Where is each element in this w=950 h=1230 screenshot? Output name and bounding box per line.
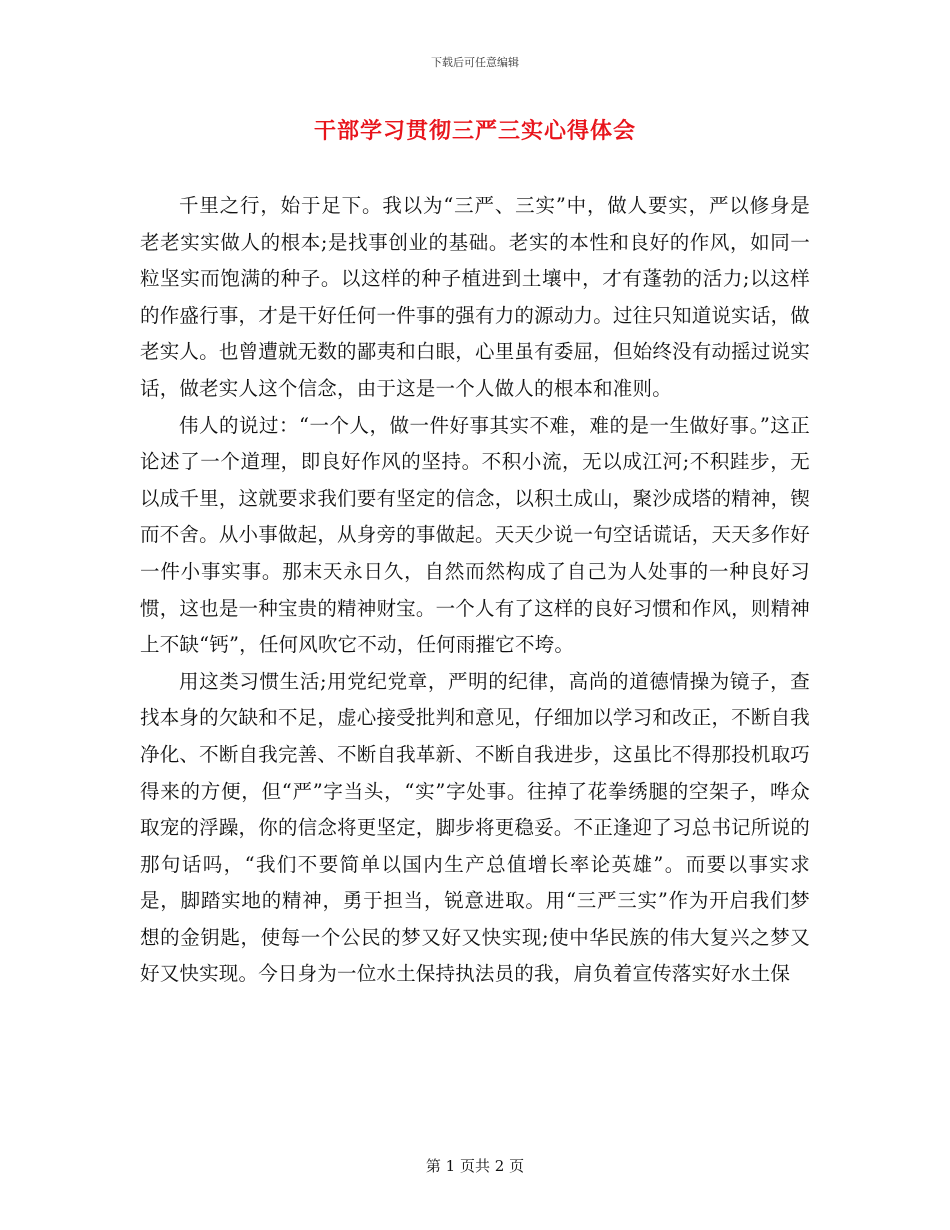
paragraph-2: 伟人的说过：“一个人，做一件好事其实不难，难的是一生做好事。”这正论述了一个道理，即良好作风的坚持。不积小流，无以成江河;不积跬步，无以成千里，这就要求我们要有坚定的信念，以积土成山，聚沙成塔的精神，锲而不舍。从小事做起，从身旁的事做起。天天少说一句空话谎话，天天多作好一件小事实事。那末天永日久，自然而然构成了自己为人处事的一种良好习惯，这也是一种宝贵的精神财宝。一个人有了这样的良好习惯和作风，则精神上不缺“钙”，任何风吹它不动，任何雨摧它不垮。 [140,413,810,657]
document-title: 干部学习贯彻三严三实心得体会 [313,118,636,144]
header-note: 下载后可任意编辑 [431,56,519,69]
document-body [140,188,810,1138]
page-number-footer: 第 1 页共 2 页 [425,1157,525,1175]
paragraph-1: 千里之行，始于足下。我以为“三严、三实”中，做人要实，严以修身是老老实实做人的根本;是找事创业的基础。老实的本性和良好的作风，如同一粒坚实而饱满的种子。以这样的种子植进到土壤中，才有蓬勃的活力;以这样的作盛行事，才是干好任何一件事的强有力的源动力。过往只知道说实话，做老实人。也曾遭就无数的鄙夷和白眼，心里虽有委屈，但始终没有动摇过说实话，做老实人这个信念，由于这是一个人做人的根本和准则。 [140,194,810,400]
paragraph-3: 用这类习惯生活;用党纪党章，严明的纪律，高尚的道德情操为镜子，查找本身的欠缺和不足，虚心接受批判和意见，仔细加以学习和改正，不断自我净化、不断自我完善、不断自我革新、不断自我进步，这虽比不得那投机取巧得来的方便，但“严”字当头，“实”字处事。往掉了花拳绣腿的空架子，哗众取宠的浮躁，你的信念将更坚定，脚步将更稳妥。不正逢迎了习总书记所说的那句话吗，“我们不要简单以国内生产总值增长率论英雄”。而要以事实求是，脚踏实地的精神，勇于担当，锐意进取。用“三严三实”作为开启我们梦想的金钥匙，使每一个公民的梦又好又快实现;使中华民族的伟大复兴之梦又好又快实现。今日身为一位水土保持执法员的我，肩负着宣传落实好水土保 [140,669,810,986]
